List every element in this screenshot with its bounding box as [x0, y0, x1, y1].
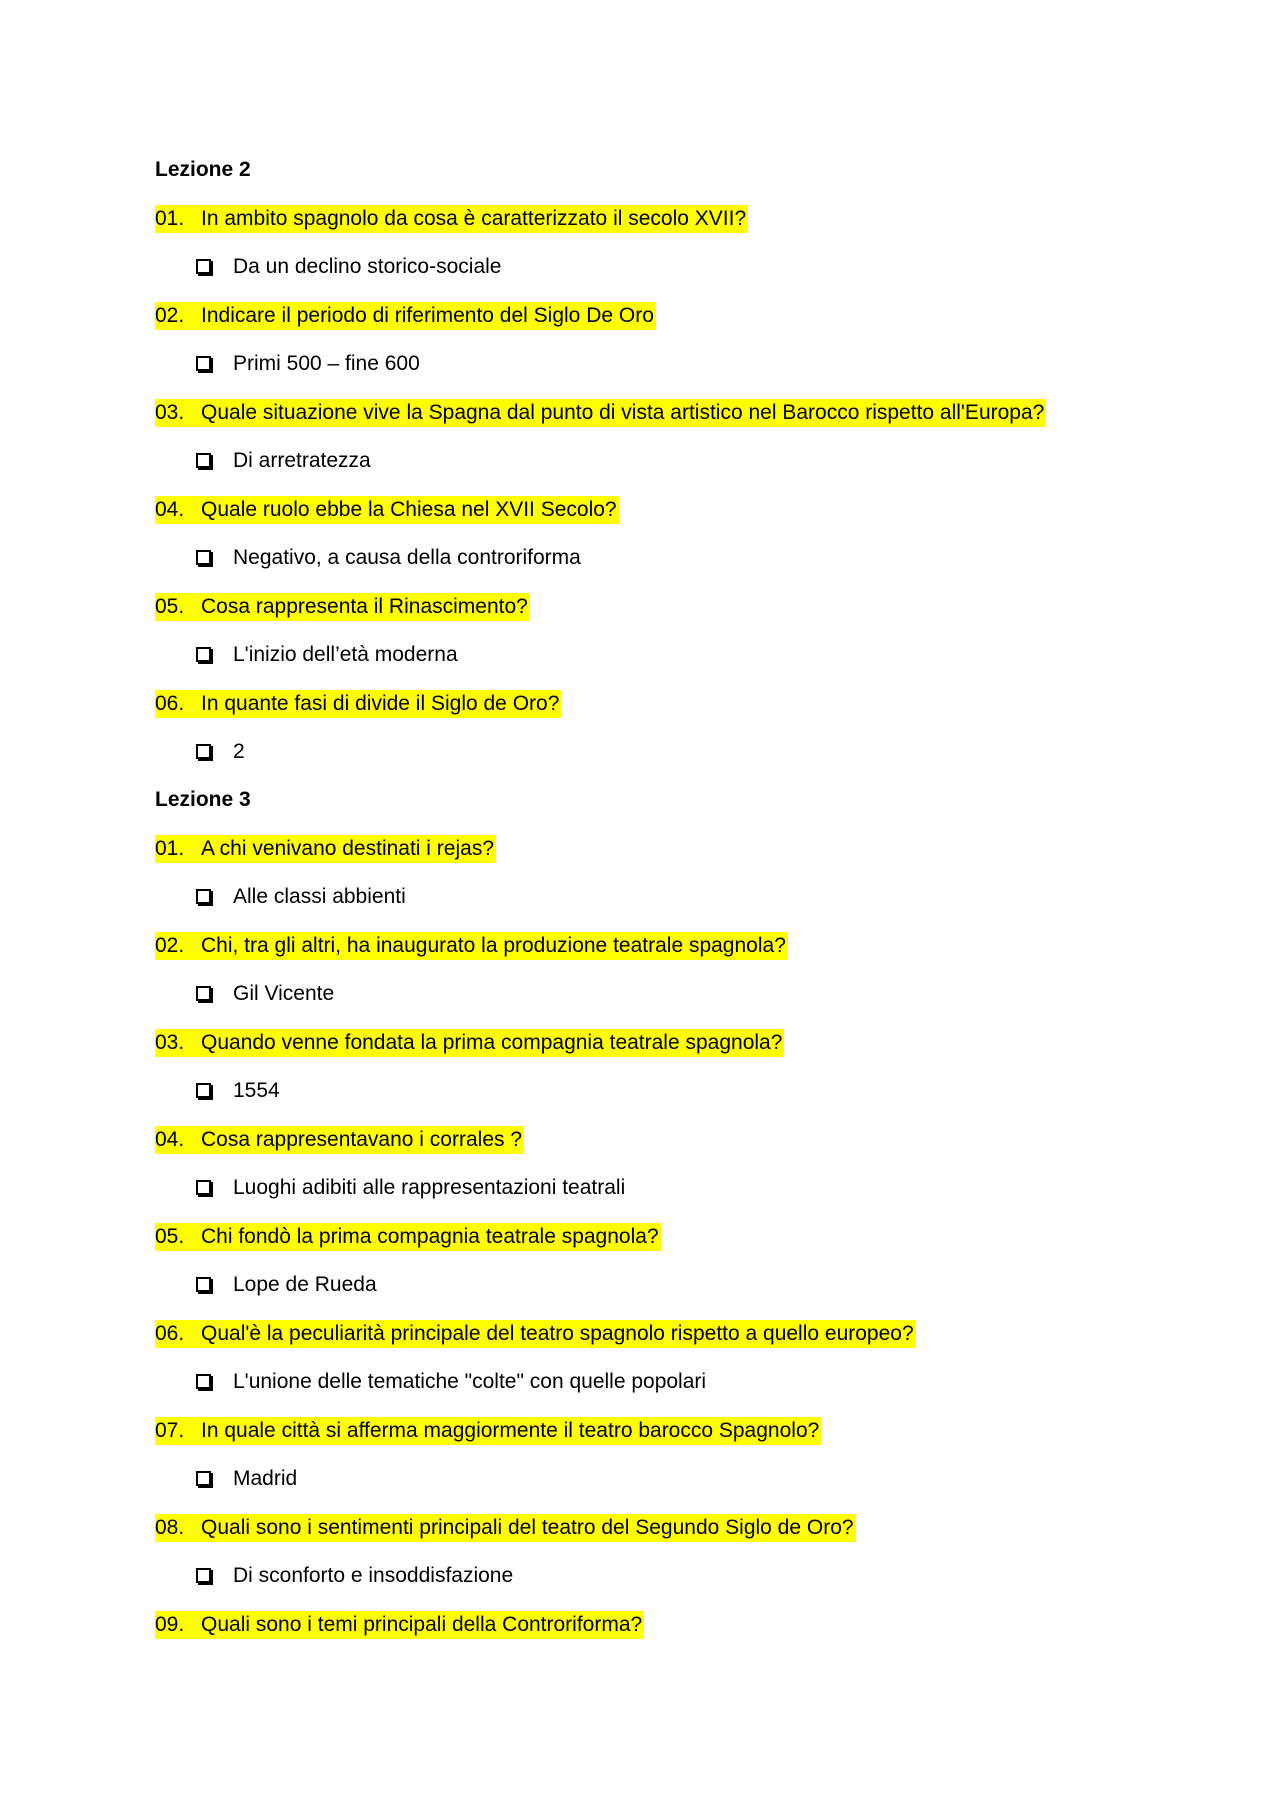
question-text: Quale situazione vive la Spagna dal punto di vista artistico nel Barocco rispetto all'Europa?: [201, 401, 1045, 424]
answer-line: [196, 1368, 706, 1396]
question-number: 06.: [155, 1322, 185, 1345]
answer-text: Gil Vicente: [233, 982, 335, 1005]
answer-line: [196, 253, 501, 281]
question-number: 07.: [155, 1419, 185, 1442]
answer-line: [196, 738, 245, 766]
question-line: [155, 1029, 784, 1057]
answer-line: [196, 1562, 513, 1590]
answer-line: [196, 883, 406, 911]
answer-line: [196, 1174, 625, 1202]
question-line: [155, 1417, 821, 1445]
answer-text: Da un declino storico-sociale: [233, 255, 502, 278]
question-number: 05.: [155, 1225, 185, 1248]
question-number: 03.: [155, 401, 185, 424]
checkbox-icon: [196, 1471, 211, 1486]
question-text: In quante fasi di divide il Siglo de Oro?: [201, 692, 560, 715]
question-text: Quando venne fondata la prima compagnia teatrale spagnola?: [201, 1031, 783, 1054]
question-line: [155, 932, 788, 960]
answer-text: L'unione delle tematiche "colte" con quelle popolari: [233, 1370, 707, 1393]
question-text: In ambito spagnolo da cosa è caratterizzato il secolo XVII?: [201, 207, 747, 230]
question-highlight: [155, 932, 788, 960]
checkbox-icon: [196, 453, 211, 468]
question-line: [155, 1126, 524, 1154]
question-line: [155, 205, 748, 233]
question-highlight: [155, 1126, 524, 1154]
section-title: Lezione 3: [155, 788, 251, 811]
checkbox-icon: [196, 744, 211, 759]
question-text: Quale ruolo ebbe la Chiesa nel XVII Secolo?: [201, 498, 617, 521]
question-highlight: [155, 496, 619, 524]
answer-text: Di arretratezza: [233, 449, 371, 472]
question-number: 05.: [155, 595, 185, 618]
question-line: [155, 399, 1046, 427]
question-text: Quali sono i sentimenti principali del teatro del Segundo Siglo de Oro?: [201, 1516, 854, 1539]
question-line: [155, 1514, 856, 1542]
question-text: Chi, tra gli altri, ha inaugurato la produzione teatrale spagnola?: [201, 934, 786, 957]
question-highlight: [155, 1417, 821, 1445]
checkbox-icon: [196, 1083, 211, 1098]
question-number: 02.: [155, 304, 185, 327]
question-highlight: [155, 1320, 916, 1348]
question-highlight: [155, 690, 561, 718]
checkbox-icon: [196, 356, 211, 371]
answer-text: Negativo, a causa della controriforma: [233, 546, 581, 569]
answer-line: [196, 641, 458, 669]
question-text: In quale città si afferma maggiormente il teatro barocco Spagnolo?: [201, 1419, 820, 1442]
question-line: [155, 1320, 916, 1348]
answer-text: 1554: [233, 1079, 280, 1102]
checkbox-icon: [196, 1180, 211, 1195]
question-number: 09.: [155, 1613, 185, 1636]
answer-text: Alle classi abbienti: [233, 885, 406, 908]
answer-line: [196, 980, 334, 1008]
checkbox-icon: [196, 259, 211, 274]
answer-line: [196, 1077, 280, 1105]
question-highlight: [155, 1514, 856, 1542]
question-number: 02.: [155, 934, 185, 957]
question-line: [155, 835, 496, 863]
question-line: [155, 1611, 644, 1639]
answer-text: Madrid: [233, 1467, 298, 1490]
answer-text: Luoghi adibiti alle rappresentazioni teatrali: [233, 1176, 626, 1199]
question-highlight: [155, 835, 496, 863]
question-highlight: [155, 205, 748, 233]
answer-text: L'inizio dell’età moderna: [233, 643, 458, 666]
question-line: [155, 1223, 661, 1251]
answer-line: [196, 1465, 297, 1493]
checkbox-icon: [196, 1568, 211, 1583]
question-highlight: [155, 593, 530, 621]
question-number: 04.: [155, 498, 185, 521]
question-line: [155, 690, 561, 718]
question-text: Cosa rappresentavano i corrales ?: [201, 1128, 523, 1151]
checkbox-icon: [196, 550, 211, 565]
question-number: 01.: [155, 207, 185, 230]
checkbox-icon: [196, 1374, 211, 1389]
question-text: Chi fondò la prima compagnia teatrale spagnola?: [201, 1225, 659, 1248]
question-highlight: [155, 399, 1046, 427]
question-highlight: [155, 1029, 784, 1057]
answer-line: [196, 447, 371, 475]
question-line: [155, 496, 619, 524]
checkbox-icon: [196, 1277, 211, 1292]
question-number: 03.: [155, 1031, 185, 1054]
question-text: A chi venivano destinati i rejas?: [201, 837, 495, 860]
question-line: [155, 302, 656, 330]
answer-text: Primi 500 – fine 600: [233, 352, 420, 375]
question-highlight: [155, 1223, 661, 1251]
checkbox-icon: [196, 986, 211, 1001]
question-number: 08.: [155, 1516, 185, 1539]
answer-text: 2: [233, 740, 245, 763]
question-text: Cosa rappresenta il Rinascimento?: [201, 595, 528, 618]
answer-line: [196, 544, 581, 572]
answer-line: [196, 350, 420, 378]
question-number: 04.: [155, 1128, 185, 1151]
question-text: Quali sono i temi principali della Controriforma?: [201, 1613, 643, 1636]
question-text: Indicare il periodo di riferimento del Siglo De Oro: [201, 304, 654, 327]
section-title: Lezione 2: [155, 158, 251, 181]
checkbox-icon: [196, 889, 211, 904]
answer-line: [196, 1271, 377, 1299]
question-text: Qual'è la peculiarità principale del teatro spagnolo rispetto a quello europeo?: [201, 1322, 914, 1345]
answer-text: Lope de Rueda: [233, 1273, 377, 1296]
question-line: [155, 593, 530, 621]
question-number: 06.: [155, 692, 185, 715]
question-highlight: [155, 1611, 644, 1639]
answer-text: Di sconforto e insoddisfazione: [233, 1564, 514, 1587]
question-highlight: [155, 302, 656, 330]
question-number: 01.: [155, 837, 185, 860]
checkbox-icon: [196, 647, 211, 662]
